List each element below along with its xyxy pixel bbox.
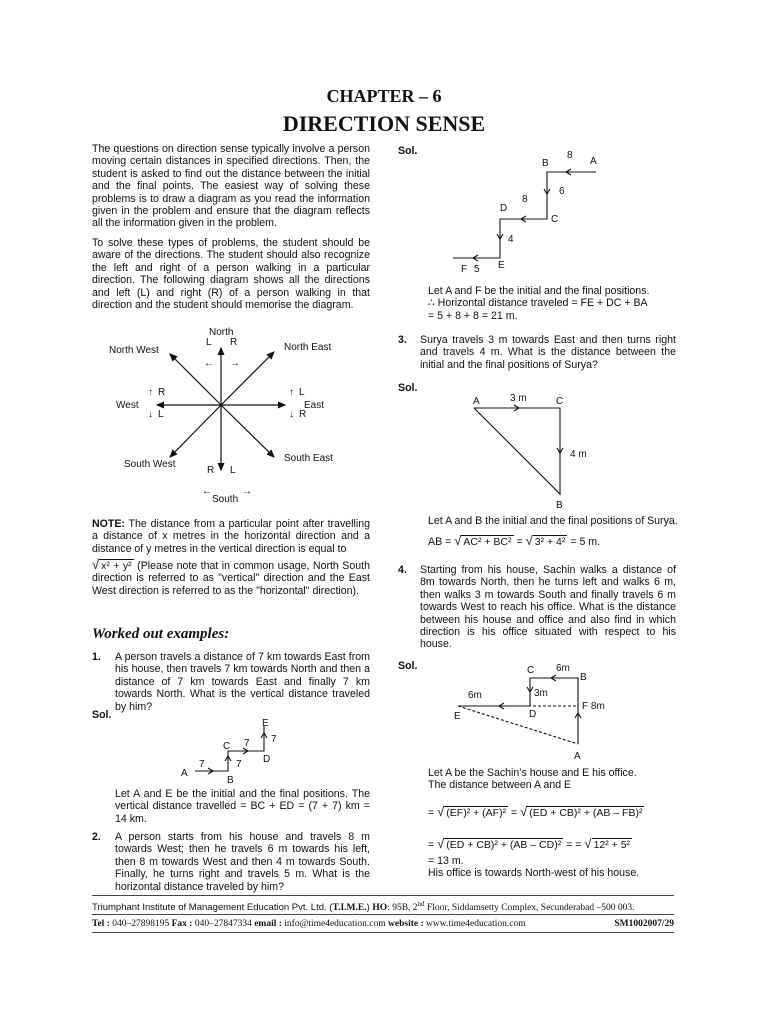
- example-3-formula: [428, 535, 600, 548]
- cd-length: 3m: [534, 688, 548, 699]
- de-length: 4: [508, 234, 514, 245]
- example-2-question: A person starts from his house and travels 8 m towards West; then he travels 6 m towards his left, then 8 m towards West and then 4 m towards South. Finally, he turns right and travels 5 m. What is the horizontal distance traveled by him?: [115, 831, 370, 893]
- footer-mid-rule: [92, 914, 674, 915]
- tel-label: Tel :: [92, 919, 110, 929]
- footer-bottom-rule: [92, 932, 674, 933]
- point-b-label: B: [227, 775, 234, 786]
- footer-sup: nd: [417, 900, 425, 908]
- south-west-label: South West: [124, 459, 176, 470]
- footer-brand: T.I.M.E.: [332, 903, 367, 914]
- example-4-formula-1: = √ (EF)² + (AF)² = √ (ED + CB)² + (AB – FB)²: [428, 804, 643, 819]
- example-4-answer-4: His office is towards North-west of his house.: [428, 867, 640, 879]
- formula-equals: =: [516, 536, 523, 548]
- point-b-label: B: [556, 500, 563, 511]
- north-r-label: R: [230, 337, 238, 348]
- footer-contacts: [92, 919, 674, 929]
- worked-examples-heading: Worked out examples:: [92, 626, 230, 642]
- example-2-answer-2: ∴ Horizontal distance traveled = FE + DC + BA: [428, 297, 648, 309]
- point-d-label: D: [529, 709, 537, 720]
- example-4-sol-label: Sol.: [398, 660, 418, 672]
- example-3-sol-label: Sol.: [398, 382, 418, 394]
- example-1-question: A person travels a distance of 7 km towards East from his house, then travels 7 km towards North and then a distance of 7 km towards East and finally 7 km towards North. What is the vertical distance traveled by him?: [115, 651, 370, 713]
- point-b-label: B: [542, 158, 549, 169]
- cb-length: 4 m: [570, 449, 587, 460]
- example-4-answer-2: The distance between A and E: [428, 779, 572, 791]
- point-e-label: E: [498, 260, 505, 271]
- south-r-label: R: [207, 465, 215, 476]
- compass-diagram: [92, 322, 372, 510]
- example-4-path: [458, 678, 578, 744]
- example-4-diagram: [448, 660, 618, 764]
- formula-ac-bc: AC² + BC²: [463, 536, 512, 548]
- example-2-diagram: [440, 146, 610, 278]
- sqrt-glyph: √: [525, 533, 533, 548]
- point-a-label: A: [590, 156, 597, 167]
- example-3-answer-1: Let A and B the initial and the final positions of Surya.: [428, 515, 678, 527]
- north-east-label: North East: [284, 342, 332, 353]
- formula-result: = 5 m.: [570, 536, 601, 548]
- west-down-glyph: ↓: [148, 409, 153, 420]
- directions-paragraph: To solve these types of problems, the student should be aware of the directions. The student should also recognize the left and right of a person walking in a particular direction. The following diagram shows all the directions and left (L) and right (R) of a person walking in that direction and the student should memorise the diagram.: [92, 237, 370, 312]
- west-l-label: L: [158, 409, 164, 420]
- formula-ab: AB =: [428, 536, 452, 548]
- sqrt-glyph: √: [520, 804, 528, 819]
- point-e-label: E: [262, 718, 269, 729]
- east-l-label: L: [299, 387, 305, 398]
- south-east-label: South East: [284, 453, 333, 464]
- point-d-label: D: [263, 754, 271, 765]
- note-label: NOTE:: [92, 518, 125, 530]
- note-text: The distance from a particular point after travelling a distance of x metres in the horizontal direction and a distance of y metres in the vertical direction is equal to: [92, 518, 370, 555]
- ef-length: 5: [474, 264, 480, 275]
- footer-ho: HO: [372, 903, 388, 914]
- cd-length: 8: [522, 194, 528, 205]
- email-value[interactable]: info@time4education.com: [281, 919, 389, 929]
- distance-ae-line: [458, 706, 578, 744]
- footer-company: Triumphant Institute of Management Education Pvt. Ltd. (: [92, 902, 333, 914]
- south-label: South: [212, 494, 239, 505]
- example-1-sol-label: Sol.: [92, 709, 112, 721]
- ab-length: 8: [567, 150, 573, 161]
- note-paragraph: [92, 518, 370, 555]
- example-3-number: 3.: [398, 334, 407, 346]
- example-3-triangle: [474, 408, 560, 494]
- point-a-label: A: [574, 751, 581, 762]
- north-east-arrow: [221, 352, 274, 405]
- west-r-label: R: [158, 387, 166, 398]
- formula-12-5: 12² + 5²: [593, 839, 631, 851]
- point-a-label: A: [181, 768, 188, 779]
- point-c-label: C: [556, 396, 564, 407]
- point-a-label: A: [473, 396, 480, 407]
- sqrt-glyph: √: [92, 557, 100, 572]
- fax-label: Fax :: [171, 919, 193, 929]
- east-label: East: [304, 400, 325, 411]
- bc-length: 6: [559, 186, 565, 197]
- footer-address-2: Floor, Siddamsetty Complex, Secunderabad –500 003.: [424, 903, 635, 914]
- sqrt-glyph: √: [584, 836, 592, 851]
- sqrt-glyph: √: [437, 804, 445, 819]
- example-3-diagram: [460, 390, 600, 512]
- point-e-label: E: [454, 711, 461, 722]
- south-l-label: L: [230, 465, 236, 476]
- bc-length: 7: [236, 759, 242, 770]
- note-formula: x² + y²: [101, 560, 132, 572]
- fa-length: F 8m: [582, 701, 605, 712]
- example-2-answer-1: Let A and F be the initial and the final positions.: [428, 285, 650, 297]
- footer-address: [92, 900, 634, 913]
- ab-length: 7: [199, 759, 205, 770]
- formula-3-4: 3² + 4²: [534, 536, 566, 548]
- intro-paragraph: The questions on direction sense typically involve a person moving certain distances in specified directions. Then, the student is asked to find out the distance between the initial and the final points. The easiest way of solving these problems is to draw a diagram as you read the information given in the problem and ensure that the diagram reflects all the information given in the problem.: [92, 143, 370, 230]
- north-label: North: [209, 327, 234, 338]
- north-l-label: L: [206, 337, 212, 348]
- footer-top-rule: [92, 895, 674, 896]
- chapter-title: DIRECTION SENSE: [282, 111, 486, 136]
- example-4-answer-1: Let A be the Sachin’s house and E his office.: [428, 767, 637, 779]
- chapter-number: CHAPTER – 6: [326, 86, 442, 106]
- footer-address-1: : 95B, 2: [387, 903, 418, 914]
- page-code: SM1002007/29: [614, 919, 674, 929]
- example-2-sol-label: Sol.: [398, 145, 418, 157]
- example-4-question: Starting from his house, Sachin walks a distance of 8m towards North, then he turns left and walks 6 m, then walks 3 m towards South and finally travels 6 m towards West to reach his office. What is the distance between his house and office and also find in which direction is his office situated with respect to his house.: [420, 564, 676, 651]
- example-4-answer-3: = 13 m.: [428, 855, 464, 867]
- north-west-label: North West: [109, 345, 159, 356]
- example-2-path: [453, 172, 596, 258]
- example-2-answer-3: = 5 + 8 + 8 = 21 m.: [428, 310, 518, 322]
- point-c-label: C: [551, 214, 559, 225]
- example-1-answer: Let A and E be the initial and the final positions. The vertical distance travelled = BC + ED = (7 + 7) km = 14 km.: [115, 788, 370, 825]
- south-right-glyph: →: [242, 486, 252, 497]
- de-length: 7: [271, 734, 277, 745]
- east-down-glyph: ↓: [289, 409, 294, 420]
- note-continued: [92, 559, 370, 597]
- formula-ed-cb-ab-fb: (ED + CB)² + (AB – FB)²: [529, 807, 643, 819]
- left-arrow-glyph: ←: [204, 358, 214, 369]
- example-4-number: 4.: [398, 564, 407, 576]
- ac-length: 3 m: [510, 393, 527, 404]
- point-c-label: C: [527, 665, 535, 676]
- fax-value: 040–27847334: [192, 919, 255, 929]
- tel-value: 040–27898195: [109, 919, 172, 929]
- point-d-label: D: [500, 203, 508, 214]
- formula-ed-cb-ab-cd: (ED + CB)² + (AB – CD)²: [446, 839, 562, 851]
- email-label: email :: [254, 919, 282, 929]
- east-up-glyph: ↑: [289, 387, 294, 398]
- example-4-formula-2: = √ (ED + CB)² + (AB – CD)² = = √ 12² + 5²: [428, 836, 631, 851]
- de-length: 6m: [468, 690, 482, 701]
- point-b-label: B: [580, 672, 587, 683]
- south-east-arrow: [221, 405, 274, 457]
- west-up-glyph: ↑: [148, 387, 153, 398]
- footer-paren: ): [366, 902, 373, 914]
- east-r-label: R: [299, 409, 307, 420]
- example-1-diagram: [175, 714, 295, 786]
- sqrt-glyph: √: [437, 836, 445, 851]
- west-label: West: [116, 400, 139, 411]
- example-3-question: Surya travels 3 m towards East and then turns right and travels 4 m. What is the distance between the initial and the final positions of Surya?: [420, 334, 676, 371]
- point-f-label: F: [461, 264, 468, 275]
- website-label: website :: [388, 919, 424, 929]
- right-arrow-glyph: →: [230, 358, 240, 369]
- south-west-arrow: [170, 405, 221, 457]
- south-left-glyph: ←: [202, 486, 212, 497]
- note-rest: (Please note that in common usage, North South direction is referred to as "vertical" direction and the East West direction is referred to as the "horizontal" direction).: [92, 560, 370, 597]
- example-1-number: 1.: [92, 651, 101, 663]
- point-c-label: C: [223, 741, 231, 752]
- sqrt-glyph: √: [454, 533, 462, 548]
- website-value[interactable]: www.time4education.com: [423, 919, 526, 929]
- cd-length: 7: [244, 738, 250, 749]
- example-2-number: 2.: [92, 831, 101, 843]
- bc-length: 6m: [556, 663, 570, 674]
- formula-ef-af: (EF)² + (AF)²: [446, 807, 507, 819]
